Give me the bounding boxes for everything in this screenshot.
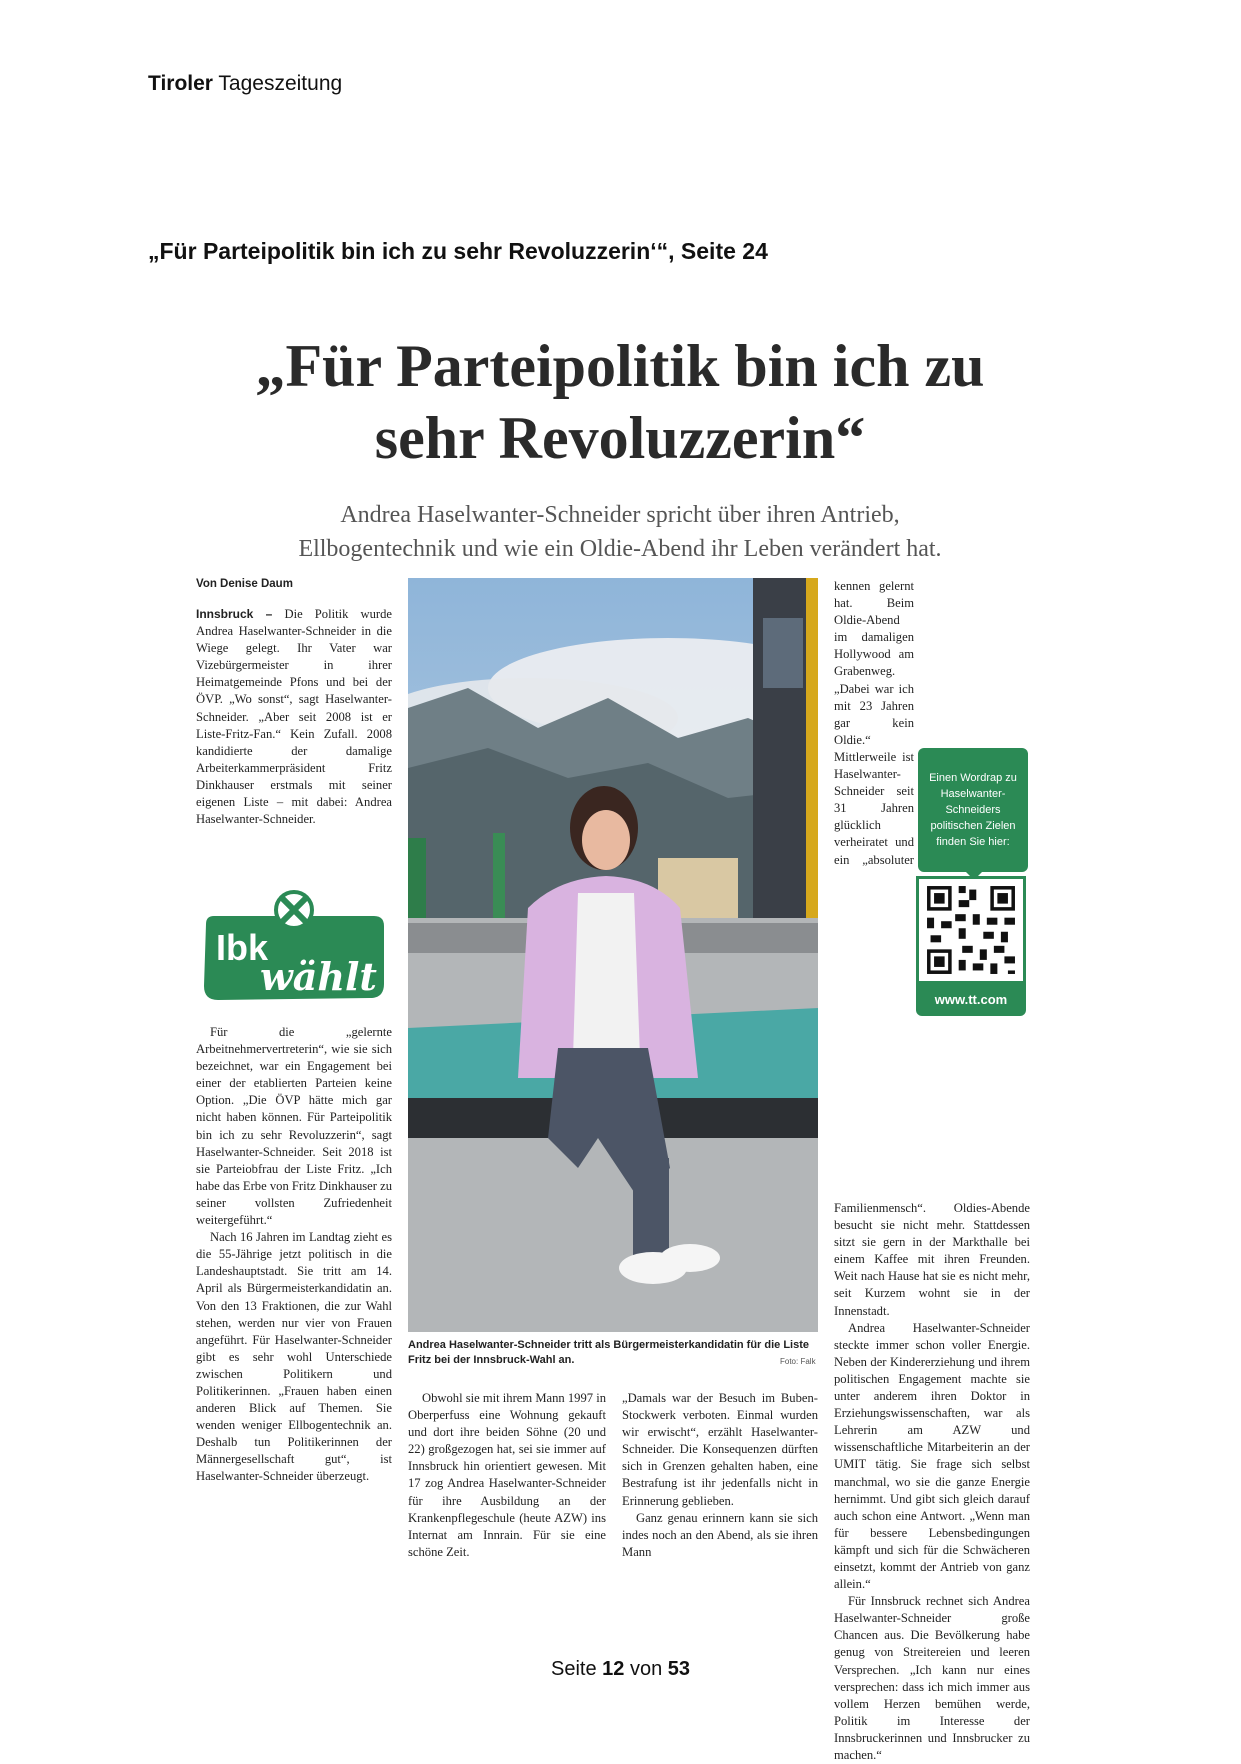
photo-credit: Foto: Falk bbox=[780, 1357, 816, 1366]
column-1-bottom bbox=[196, 1024, 392, 1486]
headline-line-2: sehr Revoluzzerin“ bbox=[374, 405, 866, 471]
paragraph: Obwohl sie mit ihrem Mann 1997 in Oberperfuss eine Wohnung gekauft und dort ihre beiden Söhne (20 und 22) großgezogen hat, sei sie immer auf Innsbruck hin orientiert gewesen. Mit 17 zog Andrea Haselwanter-Schneider für ihre Ausbildung an der Krankenpflegeschule (heute AZW) ins Internat am Innrain. Für sie eine schöne Zeit. bbox=[408, 1391, 606, 1559]
article-subtitle bbox=[190, 498, 1050, 566]
paragraph: Für Innsbruck rechnet sich Andrea Haselwanter-Schneider große Chancen aus. Die Bevölkerung habe genug von Streitereien und leeren Versprechen. „Ich kann nur eines versprechen: dass ich mich immer aus vollem Herzen bemühen werde, Politik im Interesse der Innsbruckerinnen und Innsbrucker zu machen.“ bbox=[834, 1594, 1030, 1762]
page-footer: Seite 12 von 53 bbox=[550, 1658, 690, 1680]
column-3 bbox=[622, 1390, 818, 1561]
total-pages: 53 bbox=[667, 1658, 690, 1680]
paragraph: kennen gelernt hat. Beim Oldie-Abend im damaligen Hollywood am Grabenweg. „Dabei war ich mit 23 Jahren gar kein Oldie.“ Mittlerweile ist Haselwanter-Schneider seit 31 Jahren glücklich verheiratet und ein „absoluter Familienmensch“. Oldies-Abende besucht sie nicht mehr. Stattdessen sitzt sie gern in der Markthalle bei einem Kaffee mit ihren Freunden. Weit nach Hause hat sie es nicht mehr, seit Kurzem wohnt sie in der Innenstadt. bbox=[834, 579, 1030, 1318]
ibk-waehlt-logo bbox=[198, 888, 390, 1010]
logo-waehlt-text: wählt bbox=[260, 954, 377, 999]
paragraph: Ganz genau erinnern kann sie sich indes noch an den Abend, als sie ihren Mann bbox=[622, 1510, 818, 1559]
subtitle-line-2: Ellbogentechnik und wie ein Oldie-Abend ihr Leben verändert hat. bbox=[298, 536, 942, 562]
dateline: Innsbruck – bbox=[196, 607, 273, 621]
column-1-top bbox=[196, 606, 392, 828]
article-photo bbox=[408, 578, 818, 1332]
paragraph: Für die „gelernte Arbeitnehmervertreterin“, wie sie sich bezeichnet, war ein Engagement bei einer der etablierten Parteien keine Option. „Die ÖVP hätte mich gar nicht haben können. Für Parteipolitik bin ich zu sehr Revoluzzerin“, sagt Haselwanter-Schneider. Seit 2018 ist sie Parteiobfrau der Liste Fritz. „Ich habe das Erbe von Fritz Dinkhauser zu seiner vollsten Zufriedenheit weitergeführt.“ bbox=[196, 1025, 392, 1228]
byline: Von Denise Daum bbox=[196, 578, 293, 590]
headline-line-1: „Für Parteipolitik bin ich zu bbox=[255, 333, 985, 399]
promo-url-link[interactable]: www.tt.com bbox=[916, 984, 1026, 1016]
qr-code-icon[interactable] bbox=[916, 876, 1026, 984]
article-headline bbox=[190, 330, 1050, 474]
publication-name: Tiroler Tageszeitung bbox=[148, 72, 343, 95]
paragraph: Nach 16 Jahren im Landtag zieht es die 55-Jährige jetzt politisch in die Landeshauptstadt. Sie tritt am 14. April als Bürgermeisterkandidatin an. Von den 13 Fraktionen, die zur Wahl stehen, werden nur vier von Frauen angeführt. Für Haselwanter-Schneider gibt es sehr wohl Unterschiede zwischen Politikern und Politikerinnen. „Frauen haben einen anderen Blick auf Themen. Sie wenden weniger Ellbogentechnik an. Deshalb tun Politikerinnen der Männergesellschaft gut“, ist Haselwanter-Schneider überzeugt. bbox=[196, 1230, 392, 1484]
current-page-number: 12 bbox=[602, 1658, 625, 1680]
ballot-cross-icon bbox=[276, 892, 312, 928]
wordrap-promo-box: Einen Wordrap zu Haselwanter-Schneiders politischen Zielen finden Sie hier: bbox=[918, 748, 1028, 872]
document-title: „Für Parteipolitik bin ich zu sehr Revoluzzerin‘“, Seite 24 bbox=[148, 238, 768, 264]
paragraph: „Damals war der Besuch im Buben-Stockwerk verboten. Einmal wurden wir erwischt“, erzählt Haselwanter-Schneider. Die Konsequenzen dürften sich in Grenzen gehalten haben, eine Bestrafung ist ihr jedenfalls nicht in Erinnerung geblieben. bbox=[622, 1391, 818, 1508]
subtitle-line-1: Andrea Haselwanter-Schneider spricht über ihren Antrieb, bbox=[340, 502, 900, 528]
paragraph: Andrea Haselwanter-Schneider steckte immer schon voller Energie. Neben der Kindererziehung und ihrem politischen Engagement machte sie unter anderem ihren Doktor in Erziehungswissenschaften, war als Lehrerin am AZW und wissenschaftliche Mitarbeiterin an der UMIT tätig. Sie frage sich selbst manchmal, wo sie die ganze Energie hernimmt. Und gibt sich gleich darauf auch schon eine Antwort. „Wenn man für bessere Lebensbedingungen kämpft und sich für die Schwächeren einsetzt, kommt der Antrieb von ganz allein.“ bbox=[834, 1320, 1030, 1592]
column-2 bbox=[408, 1390, 606, 1561]
photo-caption: Andrea Haselwanter-Schneider tritt als Bürgermeisterkandidatin für die Liste Fritz bei der Innsbruck-Wahl an. bbox=[408, 1339, 809, 1366]
paragraph: Innsbruck – Die Politik wurde Andrea Haselwanter-Schneider in die Wiege gelegt. Ihr Vater war Vizebürgermeister in ihrer Heimatgemeinde Pfons und bei der ÖVP. „Wo sonst“, sagt Haselwanter-Schneider. „Aber seit 2008 ist er Liste-Fritz-Fan.“ Kein Zufall. 2008 kandidierte der damalige Arbeiterkammerpräsident Fritz Dinkhauser erstmals mit seiner eigenen Liste – mit dabei: Andrea Haselwanter-Schneider. bbox=[196, 607, 392, 827]
logo-ibk-text: Ibk bbox=[216, 927, 269, 968]
